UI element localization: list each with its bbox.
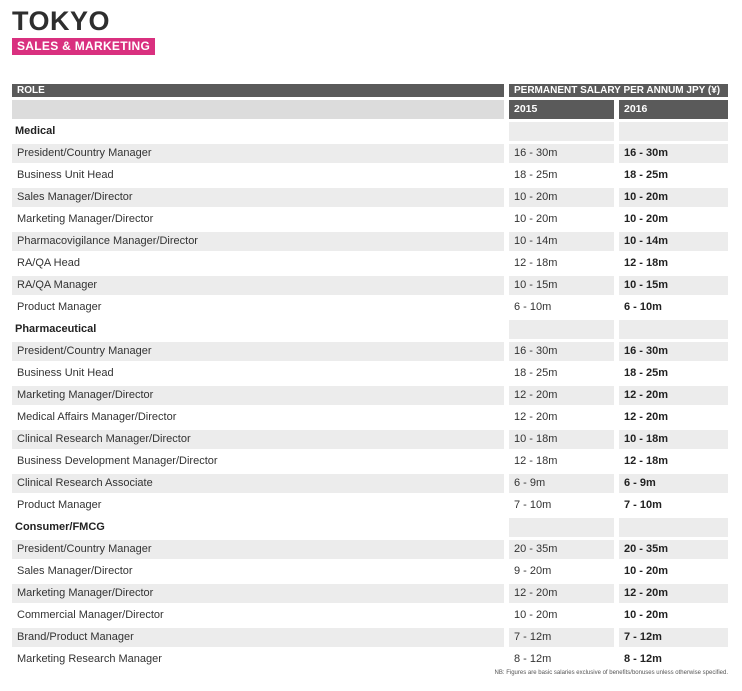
salary-2015-cell: 10 - 20m: [509, 606, 614, 625]
category-label: Consumer/FMCG: [15, 521, 105, 533]
table-row: [12, 628, 728, 647]
role-cell: Commercial Manager/Director: [12, 606, 504, 625]
salary-2016-cell: 10 - 20m: [619, 562, 728, 581]
role-cell: Product Manager: [12, 298, 504, 317]
salary-2016-cell: 12 - 20m: [619, 408, 728, 427]
role-cell: President/Country Manager: [12, 540, 504, 559]
salary-2015-cell: 12 - 20m: [509, 584, 614, 603]
salary-2016-cell: 12 - 18m: [619, 254, 728, 273]
salary-2015-cell: 7 - 12m: [509, 628, 614, 647]
salary-2016-cell: 20 - 35m: [619, 540, 728, 559]
category-row: [12, 518, 728, 537]
column-header-role: ROLE: [12, 84, 504, 97]
table-row: [12, 452, 728, 471]
table-row: [12, 430, 728, 449]
role-cell: Pharmacovigilance Manager/Director: [12, 232, 504, 251]
salary-2015-cell: 18 - 25m: [509, 166, 614, 185]
category-row: [12, 320, 728, 339]
table-row: [12, 386, 728, 405]
salary-2016-cell: 10 - 18m: [619, 430, 728, 449]
salary-2016-cell: 10 - 20m: [619, 188, 728, 207]
salary-table: [12, 84, 728, 672]
salary-2016-cell: 6 - 10m: [619, 298, 728, 317]
category-2016-blank: [619, 518, 728, 537]
role-cell: RA/QA Manager: [12, 276, 504, 295]
column-header-salary: PERMANENT SALARY PER ANNUM JPY (¥): [509, 84, 728, 97]
table-row: [12, 254, 728, 273]
salary-2016-cell: 10 - 20m: [619, 210, 728, 229]
role-cell: Marketing Manager/Director: [12, 584, 504, 603]
table-row: [12, 408, 728, 427]
table-row: [12, 276, 728, 295]
role-cell: Clinical Research Manager/Director: [12, 430, 504, 449]
salary-2015-cell: 10 - 18m: [509, 430, 614, 449]
role-cell: President/Country Manager: [12, 342, 504, 361]
salary-2016-cell: 7 - 10m: [619, 496, 728, 515]
salary-2016-cell: 7 - 12m: [619, 628, 728, 647]
salary-2015-cell: 6 - 10m: [509, 298, 614, 317]
salary-2015-cell: 16 - 30m: [509, 144, 614, 163]
role-cell: Sales Manager/Director: [12, 188, 504, 207]
category-row: [12, 122, 728, 141]
table-row: [12, 210, 728, 229]
table-row: [12, 364, 728, 383]
category-2016-blank: [619, 320, 728, 339]
role-cell: Marketing Manager/Director: [12, 386, 504, 405]
table-row: [12, 650, 728, 669]
category-2015-blank: [509, 320, 614, 339]
salary-2015-cell: 9 - 20m: [509, 562, 614, 581]
category-2016-blank: [619, 122, 728, 141]
category-label: Medical: [15, 125, 56, 137]
table-row: [12, 298, 728, 317]
salary-2016-cell: 18 - 25m: [619, 166, 728, 185]
role-cell: Brand/Product Manager: [12, 628, 504, 647]
page-title: TOKYO: [12, 6, 111, 36]
salary-2016-cell: 12 - 20m: [619, 584, 728, 603]
role-cell: Clinical Research Associate: [12, 474, 504, 493]
salary-2015-cell: 16 - 30m: [509, 342, 614, 361]
table-year-row: [12, 100, 728, 119]
salary-2015-cell: 18 - 25m: [509, 364, 614, 383]
table-row: [12, 562, 728, 581]
table-row: [12, 496, 728, 515]
table-row: [12, 342, 728, 361]
salary-2016-cell: 16 - 30m: [619, 342, 728, 361]
table-row: [12, 540, 728, 559]
role-cell: RA/QA Head: [12, 254, 504, 273]
salary-2015-cell: 10 - 14m: [509, 232, 614, 251]
salary-2015-cell: 10 - 20m: [509, 188, 614, 207]
table-row: [12, 188, 728, 207]
section-badge: SALES & MARKETING: [12, 38, 155, 55]
role-cell: Sales Manager/Director: [12, 562, 504, 581]
role-cell: Medical Affairs Manager/Director: [12, 408, 504, 427]
salary-2015-cell: 10 - 20m: [509, 210, 614, 229]
role-cell: Product Manager: [12, 496, 504, 515]
salary-2016-cell: 6 - 9m: [619, 474, 728, 493]
salary-2015-cell: 12 - 18m: [509, 254, 614, 273]
salary-2016-cell: 18 - 25m: [619, 364, 728, 383]
table-row: [12, 606, 728, 625]
salary-2016-cell: 10 - 15m: [619, 276, 728, 295]
salary-2016-cell: 16 - 30m: [619, 144, 728, 163]
category-2015-blank: [509, 122, 614, 141]
salary-2016-cell: 12 - 18m: [619, 452, 728, 471]
salary-2015-cell: 20 - 35m: [509, 540, 614, 559]
salary-2016-cell: 10 - 20m: [619, 606, 728, 625]
table-row: [12, 584, 728, 603]
salary-2015-cell: 6 - 9m: [509, 474, 614, 493]
role-cell: President/Country Manager: [12, 144, 504, 163]
salary-2015-cell: 12 - 18m: [509, 452, 614, 471]
column-header-2015: 2015: [509, 100, 614, 119]
table-body: [12, 122, 728, 669]
salary-2016-cell: 8 - 12m: [619, 650, 728, 669]
table-header-row: [12, 84, 728, 97]
year-row-spacer: [12, 100, 504, 119]
salary-2015-cell: 12 - 20m: [509, 408, 614, 427]
table-row: [12, 474, 728, 493]
table-row: [12, 144, 728, 163]
salary-2015-cell: 10 - 15m: [509, 276, 614, 295]
salary-2016-cell: 10 - 14m: [619, 232, 728, 251]
column-header-2016: 2016: [619, 100, 728, 119]
role-cell: Marketing Research Manager: [12, 650, 504, 669]
salary-2015-cell: 8 - 12m: [509, 650, 614, 669]
role-cell: Business Unit Head: [12, 166, 504, 185]
table-row: [12, 166, 728, 185]
category-2015-blank: [509, 518, 614, 537]
category-label: Pharmaceutical: [15, 323, 97, 335]
table-row: [12, 232, 728, 251]
salary-2015-cell: 7 - 10m: [509, 496, 614, 515]
role-cell: Business Development Manager/Director: [12, 452, 504, 471]
footnote: NB: Figures are basic salaries exclusive of benefits/bonuses unless otherwise specified.: [494, 670, 728, 676]
role-cell: Business Unit Head: [12, 364, 504, 383]
salary-2016-cell: 12 - 20m: [619, 386, 728, 405]
role-cell: Marketing Manager/Director: [12, 210, 504, 229]
salary-2015-cell: 12 - 20m: [509, 386, 614, 405]
